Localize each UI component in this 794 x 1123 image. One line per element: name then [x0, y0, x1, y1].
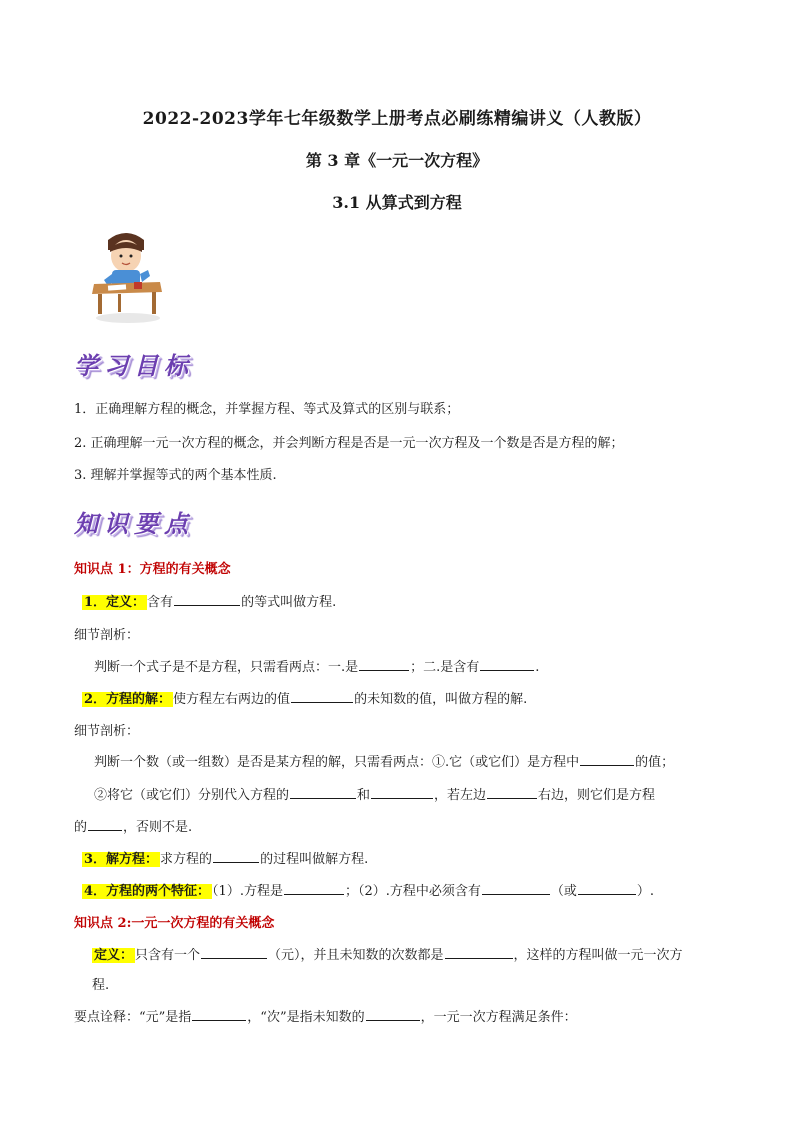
fill-blank [201, 945, 267, 959]
section-title: 3.1 从算式到方程 [332, 193, 462, 212]
goal-item: 2. 正确理解一元一次方程的概念，并会判断方程是否是一元一次方程及一个数是否是方程的解； [74, 436, 624, 451]
fill-blank [487, 785, 537, 799]
solution-line: 2．方程的解： 使方程左右两边的值 的未知数的值，叫做方程的解. [82, 688, 527, 707]
fill-blank [480, 657, 534, 671]
fill-blank [482, 881, 550, 895]
solve-label: 3．解方程： [84, 852, 159, 867]
document-title: 2022-2023学年七年级数学上册考点必刷练精编讲义（人教版） [142, 109, 652, 129]
key-note-line: 要点诠释：“元”是指 ，“次”是指未知数的 ，一元一次方程满足条件： [74, 1006, 577, 1025]
learning-goals-heading: 学习目标 [74, 352, 194, 380]
solve-equation-line: 3．解方程： 求方程的 的过程叫做解方程. [82, 848, 368, 867]
definition-2-line: 定义： 只含有一个 （元），并且未知数的次数都是 ，这样的方程叫做一元一次方 [92, 944, 683, 963]
fill-blank [192, 1007, 246, 1021]
definition-label: 1．定义： [84, 595, 146, 610]
fill-blank [445, 945, 513, 959]
knowledge-point-2-title: 知识点 2:一元一次方程的有关概念 [74, 916, 275, 931]
features-line: 4．方程的两个特征： （1）.方程是 ；（2）.方程中必须含有 （或 ）. [82, 880, 654, 899]
definition-line: 1．定义： 含有 的等式叫做方程. [82, 591, 336, 610]
fill-blank [213, 849, 259, 863]
detail-analysis-label: 细节剖析： [74, 628, 140, 643]
detail-1-text: 判断一个式子是不是方程，只需看两点：一.是 ；二.是含有 . [94, 656, 539, 675]
fill-blank [580, 752, 634, 766]
fill-blank [284, 881, 344, 895]
definition-2-label: 定义： [94, 948, 134, 963]
goal-item: 1．正确理解方程的概念，并掌握方程、等式及算式的区别与联系； [74, 402, 460, 417]
fill-blank [359, 657, 409, 671]
detail-2-text-cont: ②将它（或它们）分别代入方程的 和 ，若左边 右边，则它们是方程 [94, 784, 655, 803]
student-at-desk-illustration [88, 230, 166, 325]
features-label: 4．方程的两个特征： [84, 884, 211, 899]
definition-2-cont: 程. [92, 978, 110, 993]
knowledge-points-heading: 知识要点 [74, 510, 194, 538]
knowledge-point-1-title: 知识点 1：方程的有关概念 [74, 562, 231, 577]
detail-2-text: 判断一个数（或一组数）是否是某方程的解，只需看两点：①.它（或它们）是方程中 的值； [94, 751, 674, 770]
fill-blank [291, 689, 353, 703]
fill-blank [366, 1007, 420, 1021]
fill-blank [88, 817, 122, 831]
fill-blank [290, 785, 356, 799]
solution-label: 2．方程的解： [84, 692, 172, 707]
fill-blank [578, 881, 636, 895]
detail-2-text-end: 的 ，否则不是. [74, 816, 192, 835]
fill-blank [371, 785, 433, 799]
chapter-title: 第 3 章《一元一次方程》 [305, 151, 489, 170]
detail-analysis-label: 细节剖析： [74, 724, 140, 739]
goal-item: 3. 理解并掌握等式的两个基本性质. [74, 468, 277, 483]
fill-blank [174, 592, 240, 606]
